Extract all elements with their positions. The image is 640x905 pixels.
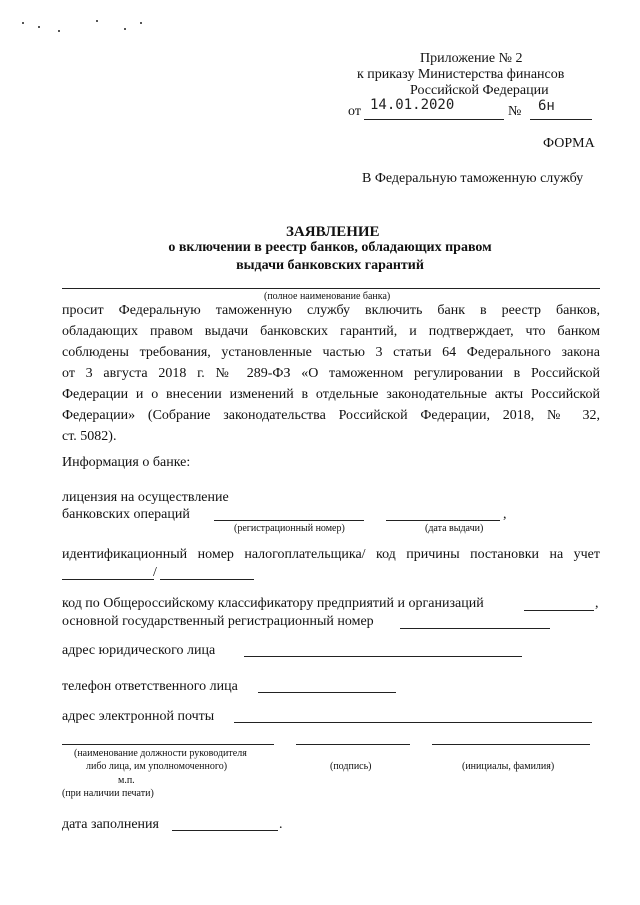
scan-speck [38,26,40,28]
bank-name-field[interactable] [62,288,600,289]
license-label-line1: лицензия на осуществление [62,490,229,505]
signature-field[interactable] [296,744,410,745]
scan-speck [58,30,60,32]
license-label-line2: банковских операций [62,507,190,522]
position-field[interactable] [62,744,274,745]
ogrn-label: основной государственный регистрационный номер [62,614,374,629]
phone-label: телефон ответственного лица [62,679,238,694]
scan-speck [22,22,24,24]
fill-date-label: дата заполнения [62,817,159,832]
statement-line: обладающих правом выдачи банковских гарантий, и подтверждает, что банком [62,324,600,339]
license-issue-date-field[interactable] [386,520,500,521]
inn-field[interactable] [62,579,154,580]
form-label: ФОРМА [543,136,595,151]
phone-field[interactable] [258,692,396,693]
bank-name-caption: (полное наименование банка) [264,291,391,302]
document-title: ЗАЯВЛЕНИЕ [286,224,380,240]
fill-date-period: . [279,817,283,832]
order-date: 14.01.2020 [370,97,455,113]
okpo-field[interactable] [524,610,594,611]
statement-line: от 3 августа 2018 г. № 289-ФЗ «О таможенном регулировании в Российской [62,366,600,381]
fill-date-field[interactable] [172,830,278,831]
document-subtitle-line1: о включении в реестр банков, обладающих правом [168,240,492,255]
email-field[interactable] [234,722,592,723]
scan-speck [96,20,98,22]
statement-line: соблюдены требования, установленные частью 3 статьи 64 Федерального закона [62,345,600,360]
initials-caption: (инициалы, фамилия) [462,761,555,772]
signature-caption: (подпись) [330,761,372,772]
document-subtitle-line2: выдачи банковских гарантий [236,258,424,273]
number-prefix: № [508,104,522,119]
reg-number-caption: (регистрационный номер) [234,523,345,534]
bank-info-heading: Информация о банке: [62,455,191,470]
order-number: 6н [538,98,555,114]
addressee: В Федеральную таможенную службу [362,171,584,186]
license-comma: , [503,507,507,522]
appendix-number: Приложение № 2 [420,51,523,66]
inn-kpp-separator: / [153,565,157,580]
date-underline [364,119,504,120]
legal-address-label: адрес юридического лица [62,643,216,658]
number-underline [530,119,592,120]
stamp-place: м.п. [118,775,135,786]
license-reg-number-field[interactable] [214,520,364,521]
statement-paragraph [62,300,600,447]
kpp-field[interactable] [160,579,254,580]
position-caption-line1: (наименование должности руководителя [74,748,247,759]
order-reference: к приказу Министерства финансов [357,67,565,82]
position-caption-line2: либо лица, им уполномоченного) [86,761,228,772]
scan-speck [124,28,126,30]
okpo-comma: , [595,596,599,611]
email-label: адрес электронной почты [62,709,215,724]
initials-field[interactable] [432,744,590,745]
statement-line: просит Федеральную таможенную службу включить банк в реестр банков, [62,303,600,318]
statement-line: Федерации и о внесении изменений в отдельные законодательные акты Российской [62,387,600,402]
date-prefix: от [348,104,361,119]
okpo-label: код по Общероссийскому классификатору предприятий и организаций [62,596,484,611]
ogrn-field[interactable] [400,628,550,629]
legal-address-field[interactable] [244,656,522,657]
statement-line: ст. 5082). [62,429,117,444]
order-country: Российской Федерации [410,83,549,98]
statement-line: Федерации» (Собрание законодательства Российской Федерации, 2018, № 32, [62,408,600,423]
stamp-note: (при наличии печати) [62,788,154,799]
scan-speck [140,22,142,24]
inn-kpp-label: идентификационный номер налогоплательщика/ код причины постановки на учет [62,547,600,562]
issue-date-caption: (дата выдачи) [425,523,484,534]
